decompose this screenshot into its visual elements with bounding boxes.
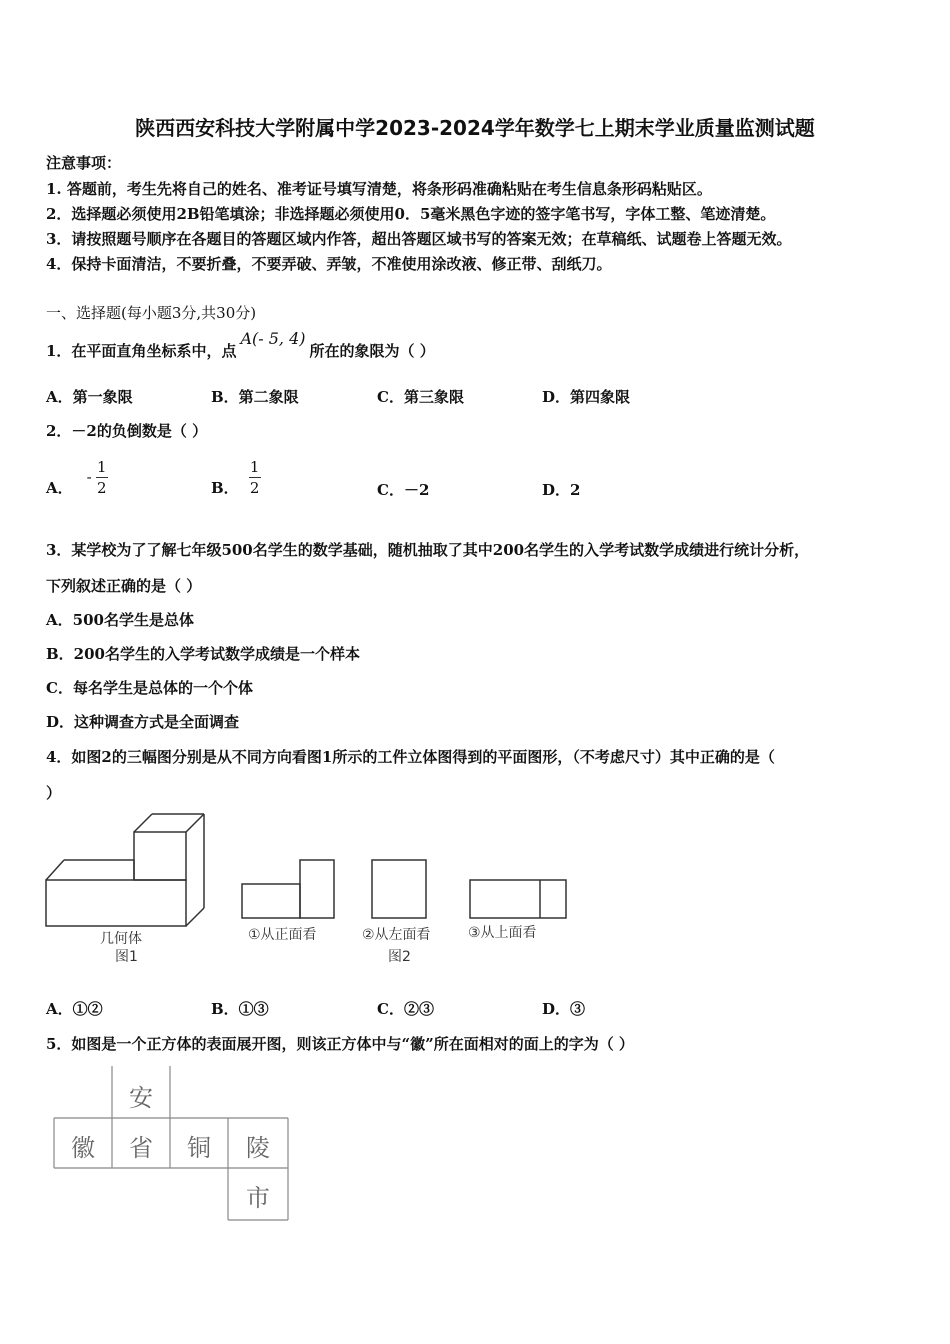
q5-stem: 5．如图是一个正方体的表面展开图，则该正方体中与“徽”所在面相对的面上的字为（ ） xyxy=(46,1035,634,1053)
q1-option-a: A．第一象限 xyxy=(46,388,133,406)
q2-option-d: D．2 xyxy=(542,481,581,499)
q1-stem xyxy=(46,329,435,361)
net-face-sheng: 省 xyxy=(129,1133,153,1162)
cube-net xyxy=(52,1064,292,1224)
q4-option-b: B．①③ xyxy=(211,1000,269,1018)
q4-stem-line2: ） xyxy=(46,784,62,802)
fraction: $\frac{1}{2}$ xyxy=(96,457,107,497)
q3-option-c: C．每名学生是总体的一个个体 xyxy=(46,679,253,697)
net-face-an: 安 xyxy=(129,1083,153,1112)
q3-option-d: D．这种调查方式是全面调查 xyxy=(46,713,240,731)
q3-stem-line2: 下列叙述正确的是（ ） xyxy=(46,577,202,595)
figure2-views xyxy=(238,856,570,922)
view1-label: ①从正面看 xyxy=(248,927,317,943)
fraction: $\frac{1}{2}$ xyxy=(249,457,260,497)
q1-option-b: B．第二象限 xyxy=(211,388,299,406)
minus-sign: - xyxy=(86,468,92,486)
q2-option-c: C．－2 xyxy=(377,481,430,499)
q2-option-b: B． $\frac{1}{2}$ xyxy=(211,457,260,497)
top-view-rect xyxy=(470,880,566,918)
net-face-hui: 徽 xyxy=(71,1133,95,1162)
figure2-caption: 图2 xyxy=(388,949,411,965)
q2-option-a: A． - $\frac{1}{2}$ xyxy=(46,457,107,497)
q1-point: A(- 5, 4) xyxy=(240,329,306,348)
q1-option-c: C．第三象限 xyxy=(377,388,464,406)
q2-stem: 2．－2的负倒数是（ ） xyxy=(46,422,208,440)
figure1-label: 几何体 xyxy=(100,931,142,947)
q4-option-c: C．②③ xyxy=(377,1000,434,1018)
view2-label: ②从左面看 xyxy=(362,927,431,943)
notice-heading: 注意事项： xyxy=(46,154,122,172)
q4-option-a: A．①② xyxy=(46,1000,103,1018)
q1-prefix: 1．在平面直角坐标系中，点 xyxy=(46,342,237,360)
net-face-ling: 陵 xyxy=(246,1133,270,1162)
net-face-shi: 市 xyxy=(246,1183,270,1212)
net-face-tong: 铜 xyxy=(187,1133,211,1162)
q1-option-d: D．第四象限 xyxy=(542,388,631,406)
q3-option-a: A．500名学生是总体 xyxy=(46,611,194,629)
q3-option-b: B．200名学生的入学考试数学成绩是一个样本 xyxy=(46,645,360,663)
q3-stem-line1: 3．某学校为了了解七年级500名学生的数学基础，随机抽取了其中200名学生的入学考试数学成绩进行统计分析， xyxy=(46,541,810,559)
view3-label: ③从上面看 xyxy=(468,925,537,941)
notice-item: 2．选择题必须使用2B铅笔填涂；非选择题必须使用0．5毫米黑色字迹的签字笔书写，字体工整、笔迹清楚。 xyxy=(46,205,776,223)
left-view-rect xyxy=(372,860,426,918)
front-view-left-rect xyxy=(242,884,300,918)
q4-stem-line1: 4．如图2的三幅图分别是从不同方向看图1所示的工件立体图得到的平面图形，（不考虑尺寸）其中正确的是（ xyxy=(46,748,775,766)
q4-option-d: D．③ xyxy=(542,1000,586,1018)
front-view-right-rect xyxy=(300,860,334,918)
figure1-caption: 图1 xyxy=(115,949,138,965)
section-heading: 一、选择题(每小题3分,共30分) xyxy=(46,304,257,322)
notice-item: 1. 答题前，考生先将自己的姓名、准考证号填写清楚，将条形码准确粘贴在考生信息条形码粘贴区。 xyxy=(46,180,712,198)
q1-suffix: 所在的象限为（ ） xyxy=(309,342,435,360)
page-title: 陕西西安科技大学附属中学2023-2024学年数学七上期末学业质量监测试题 xyxy=(135,116,815,140)
notice-item: 3．请按照题号顺序在各题目的答题区域内作答，超出答题区域书写的答案无效；在草稿纸、试题卷上答题无效。 xyxy=(46,230,792,248)
notice-item: 4．保持卡面清洁，不要折叠，不要弄破、弄皱，不准使用涂改液、修正带、刮纸刀。 xyxy=(46,255,612,273)
